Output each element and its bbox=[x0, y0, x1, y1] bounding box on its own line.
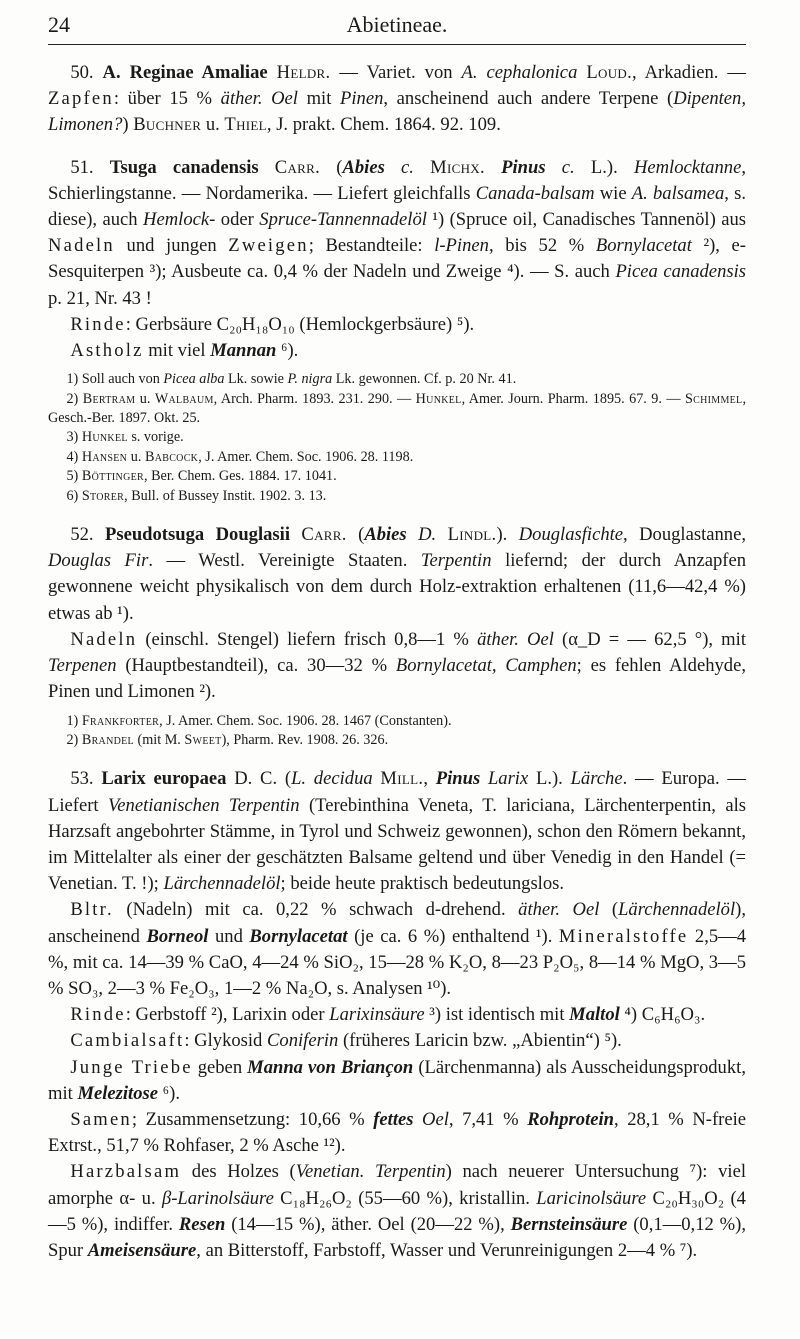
footnote: 2) Brandel (mit M. Sweet), Pharm. Rev. 1908. 26. 326. bbox=[66, 731, 389, 748]
entry-paragraph: Rinde: Gerbstoff ²), Larixin oder Larixinsäure ³) ist identisch mit Maltol ⁴) C₆H₆O₃. bbox=[70, 1004, 706, 1026]
document-body bbox=[48, 44, 746, 1264]
page-header bbox=[48, 0, 746, 44]
italic-term: Lärche bbox=[570, 768, 623, 790]
author-name: Buchner bbox=[133, 114, 202, 136]
author-name: Heldr. bbox=[276, 62, 331, 83]
entry-paragraph: Junge Triebe geben Manna von Briançon (Lärchenmanna) als Ausscheidungsprodukt, mit Melezitose ⁶). bbox=[48, 1056, 746, 1104]
italic-term: Abies c. bbox=[342, 156, 414, 178]
entry-paragraph: Rinde: Gerbsäure C₂₀H₁₈O₁₀ (Hemlockgerbsäure) ⁵). bbox=[70, 313, 475, 335]
bold-term: Resen bbox=[178, 1213, 226, 1235]
author-name: Michx. bbox=[430, 156, 485, 178]
bold-term: Ameisensäure bbox=[87, 1239, 197, 1261]
bold-term: Bernsteinsäure bbox=[510, 1213, 628, 1235]
author-name: Loud. bbox=[586, 62, 633, 83]
italic-term bbox=[247, 1057, 413, 1078]
italic-term: äther. Oel bbox=[220, 88, 298, 110]
italic-term bbox=[511, 1214, 628, 1235]
bold-term: Rohprotein bbox=[527, 1108, 614, 1130]
plant-part: Cambialsaft bbox=[70, 1030, 185, 1052]
italic-term: Lärchennadelöl bbox=[163, 873, 281, 895]
italic-term bbox=[88, 1240, 196, 1261]
italic-term bbox=[179, 1214, 225, 1235]
entry-paragraph: 51. Tsuga canadensis Carr. (Abies c. Michx. Pinus c. L.). Hemlocktanne, Schierlingstanne. — Nordamerika. — Liefert gleichfalls Canada-balsam wie A. balsamea, s. diese), auch Hemlock- oder Spruce-Tannennadelöl ¹) (Spruce oil, Canadisches Tannenöl) aus Nadeln und jungen Zweigen; Bestandteile: l-Pinen, bis 52 % Bornylacetat ²), e-Sesquiterpen ³); Ausbeute ca. 0,4 % der Nadeln und Zweige ⁴). — S. auch Picea canadensis p. 21, Nr. 43 ! bbox=[48, 156, 746, 309]
bold-term: Melezitose bbox=[77, 1082, 159, 1104]
italic-term: Bornylacetat, Camphen bbox=[395, 655, 577, 677]
footnote: 1) Frankforter, J. Amer. Chem. Soc. 1906. 28. 1467 (Constanten). bbox=[66, 712, 452, 729]
author-name: Lindl. bbox=[447, 524, 497, 546]
italic-term: Lärchennadelöl bbox=[618, 899, 736, 921]
italic-term: Picea alba bbox=[163, 371, 225, 388]
italic-term: Larixinsäure bbox=[329, 1004, 425, 1026]
author-name: Storer bbox=[81, 487, 125, 504]
plant-part: Astholz bbox=[70, 340, 144, 362]
bold-term: Abies bbox=[364, 524, 407, 546]
entry-paragraph: Cambialsaft: Glykosid Coniferin (früheres Laricin bzw. „Abientin“) ⁵). bbox=[70, 1030, 622, 1052]
italic-term: Hemlocktanne bbox=[633, 156, 742, 178]
italic-term: Coniferin bbox=[267, 1030, 339, 1052]
entry-51 bbox=[48, 155, 746, 506]
footnote: 2) Bertram u. Walbaum, Arch. Pharm. 1893. 231. 290. — Hunkel, Amer. Journ. Pharm. 1895. 67. 9. — Schimmel, Gesch.-Ber. 1897. Okt. 25. bbox=[48, 390, 746, 427]
footnote: 4) Hansen u. Babcock, J. Amer. Chem. Soc. 1906. 28. 1198. bbox=[66, 448, 414, 465]
bold-term: Larix europaea bbox=[101, 768, 227, 790]
footnote: 3) Hunkel s. vorige. bbox=[66, 429, 184, 446]
italic-term: Canada-balsam bbox=[475, 182, 595, 204]
entry-paragraph: Samen; Zusammensetzung: 10,66 % fettes Oel, 7,41 % Rohprotein, 28,1 % N-freie Extrst., 51,7 % Rohfaser, 2 % Asche ¹²). bbox=[48, 1108, 747, 1157]
plant-part: Zapfen bbox=[48, 88, 114, 110]
italic-term bbox=[77, 1083, 158, 1104]
author-name: Babcock bbox=[144, 448, 199, 465]
footnote: 6) Storer, Bull. of Bussey Instit. 1902. 3. 13. bbox=[66, 487, 327, 504]
plant-part: Samen bbox=[70, 1108, 132, 1130]
bold-term: Borneol bbox=[146, 925, 209, 947]
page-number: 24 bbox=[48, 12, 70, 37]
bold-term: Pinus bbox=[435, 768, 481, 790]
italic-term: Picea canadensis bbox=[615, 261, 746, 283]
plant-part: Mineralstoffe bbox=[558, 925, 689, 947]
bold-term: Abies bbox=[342, 156, 385, 178]
italic-term bbox=[249, 926, 347, 947]
italic-term: Venetian. Terpentin bbox=[295, 1161, 446, 1183]
plant-part: Rinde bbox=[70, 1004, 126, 1026]
author-name: Carr. bbox=[274, 156, 321, 178]
plant-part: Bltr. bbox=[70, 899, 114, 921]
plant-part: Zweigen bbox=[228, 235, 309, 257]
bold-term: Manna von Briançon bbox=[247, 1056, 414, 1078]
footnotes bbox=[48, 712, 746, 751]
author-name: Hansen bbox=[81, 448, 128, 465]
author-name: Carr. bbox=[301, 524, 347, 546]
entry-paragraph: Nadeln (einschl. Stengel) liefern frisch 0,8—1 % äther. Oel (α_D = — 62,5 °), mit Terpenen (Hauptbestandteil), ca. 30—32 % Bornylacetat, Camphen; es fehlen Aldehyde, Pinen und Limonen ²). bbox=[48, 628, 747, 703]
bold-term: Mannan bbox=[210, 340, 277, 362]
italic-term: Hemlock- bbox=[143, 209, 216, 231]
italic-term: Pinus Larix bbox=[435, 768, 529, 790]
entry-paragraph: Astholz mit viel Mannan ⁶). bbox=[70, 340, 299, 362]
footnote: 5) Böttinger, Ber. Chem. Ges. 1884. 17. 1041. bbox=[66, 468, 337, 485]
author-name: Böttinger bbox=[81, 468, 144, 485]
bold-term: A. Reginae Amaliae bbox=[102, 62, 268, 83]
entry-53 bbox=[48, 766, 746, 1264]
plant-part: Harzbalsam bbox=[70, 1161, 182, 1183]
italic-term: Douglasfichte bbox=[518, 524, 624, 546]
footnote: 1) Soll auch von Picea alba Lk. sowie P. nigra Lk. gewonnen. Cf. p. 20 Nr. 41. bbox=[66, 371, 517, 388]
italic-term: äther. Oel bbox=[518, 899, 600, 921]
bold-term: Pinus bbox=[501, 156, 546, 178]
italic-term: A. balsamea bbox=[631, 182, 725, 204]
italic-term: Terpenen bbox=[48, 655, 117, 677]
author-name: Hunkel bbox=[81, 429, 128, 446]
italic-term: Pinus c. bbox=[501, 156, 575, 178]
entry-52 bbox=[48, 522, 746, 750]
italic-term: Terpentin bbox=[420, 550, 492, 572]
italic-term bbox=[210, 340, 276, 361]
plant-part: Nadeln bbox=[70, 628, 138, 650]
bold-term: Tsuga canadensis bbox=[109, 156, 259, 178]
author-name: Sweet bbox=[184, 731, 222, 748]
entry-paragraph: Harzbalsam des Holzes (Venetian. Terpentin) nach neuerer Untersuchung ⁷): viel amorphe α- u. β-Larinolsäure C₁₈H₂₆O₂ (55—60 %), kristallin. Laricinolsäure C₂₀H₃₀O₂ (4—5 %), indiffer. Resen (14—15 %), äther. Oel (20—22 %), Bernsteinsäure (0,1—0,12 %), Spur Ameisensäure, an Bitterstoff, Farbstoff, Wasser und Verunreinigungen 2—4 % ⁷). bbox=[48, 1161, 746, 1261]
entry-paragraph: 52. Pseudotsuga Douglasii Carr. (Abies D. Lindl.). Douglasfichte, Douglastanne, Douglas Fir. — Westl. Vereinigte Staaten. Terpentin liefernd; der durch Anzapfen gewonnene weicht physikalisch von dem durch Holz-extraktion erhaltenen (11,6—42,4 %) etwas ab ¹). bbox=[48, 524, 747, 624]
italic-term: fettes Oel bbox=[373, 1108, 449, 1130]
bold-term: Bornylacetat bbox=[249, 925, 348, 947]
author-name: Brandel bbox=[81, 731, 134, 748]
italic-term: Dipenten, Limonen? bbox=[48, 88, 746, 136]
bold-term: Pseudotsuga Douglasii bbox=[104, 524, 290, 546]
entry-50 bbox=[48, 60, 746, 139]
plant-part: Junge Triebe bbox=[70, 1056, 193, 1078]
author-name: Walbaum bbox=[154, 390, 214, 407]
bold-term: Maltol bbox=[569, 1004, 620, 1026]
italic-term: L. decidua bbox=[291, 768, 373, 790]
italic-term: P. nigra bbox=[287, 371, 333, 388]
entry-paragraph: 50. A. Reginae Amaliae Heldr. — Variet. von A. cephalonica Loud., Arkadien. — Zapfen: über 15 % äther. Oel mit Pinen, anscheinend auch andere Terpene (Dipenten, Limonen?) Buchner u. Thiel, J. prakt. Chem. 1864. 92. 109. bbox=[48, 62, 746, 136]
italic-term bbox=[569, 1004, 620, 1025]
italic-term: l-Pinen bbox=[434, 235, 489, 257]
author-name: Bertram bbox=[82, 390, 136, 407]
header-rule bbox=[48, 44, 746, 45]
italic-term: Bornylacetat bbox=[595, 235, 692, 257]
italic-term: Venetianischen Terpentin bbox=[108, 794, 300, 816]
italic-term bbox=[146, 926, 208, 947]
entry-paragraph: Bltr. (Nadeln) mit ca. 0,22 % schwach d-drehend. äther. Oel (Lärchennadelöl), anscheinend Borneol und Bornylacetat (je ca. 6 %) enthaltend ¹). Mineralstoffe 2,5—4 %, mit ca. 14—39 % CaO, 4—24 % SiO₂, 15—28 % K₂O, 8—23 P₂O₅, 8—14 % MgO, 3—5 % SO₃, 2—3 % Fe₂O₃, 1—2 % Na₂O, s. Analysen ¹⁰). bbox=[48, 899, 747, 999]
author-name: Frankforter bbox=[81, 712, 160, 729]
entry-paragraph: 53. Larix europaea D. C. (L. decidua Mill., Pinus Larix L.). Lärche. — Europa. — Liefert Venetianischen Terpentin (Terebinthina Veneta, T. lariciana, Lärchenterpentin, als Harzsaft angebohrter Stämme, in Tyrol und Schweiz gewonnen), schon den Römern bekannt, im Mittelalter als einer der geschätzten Balsame geltend und über Venedig in den Handel (= Venetian. T. !); Lärchennadelöl; beide heute praktisch bedeutungslos. bbox=[48, 768, 747, 895]
plant-part: Rinde bbox=[70, 313, 126, 335]
bold-term: fettes bbox=[373, 1108, 414, 1130]
italic-term: Abies D. bbox=[364, 524, 437, 546]
italic-term: äther. Oel bbox=[477, 628, 554, 650]
italic-term: Douglas Fir bbox=[48, 550, 149, 572]
author-name: Schimmel bbox=[684, 390, 743, 407]
italic-term: β-Larinolsäure bbox=[161, 1187, 274, 1209]
running-head: Abietineae. bbox=[346, 12, 448, 37]
italic-term: Laricinolsäure bbox=[536, 1187, 647, 1209]
author-name: Hunkel bbox=[415, 390, 462, 407]
footnotes bbox=[48, 370, 746, 506]
author-name: Thiel bbox=[224, 114, 267, 136]
italic-term: A. cephalonica bbox=[461, 62, 578, 83]
author-name: Mill. bbox=[380, 768, 424, 790]
italic-term bbox=[527, 1109, 614, 1130]
plant-part: Nadeln bbox=[48, 235, 115, 257]
italic-term: Pinen bbox=[340, 88, 384, 110]
italic-term: Spruce-Tannennadelöl bbox=[259, 209, 427, 231]
